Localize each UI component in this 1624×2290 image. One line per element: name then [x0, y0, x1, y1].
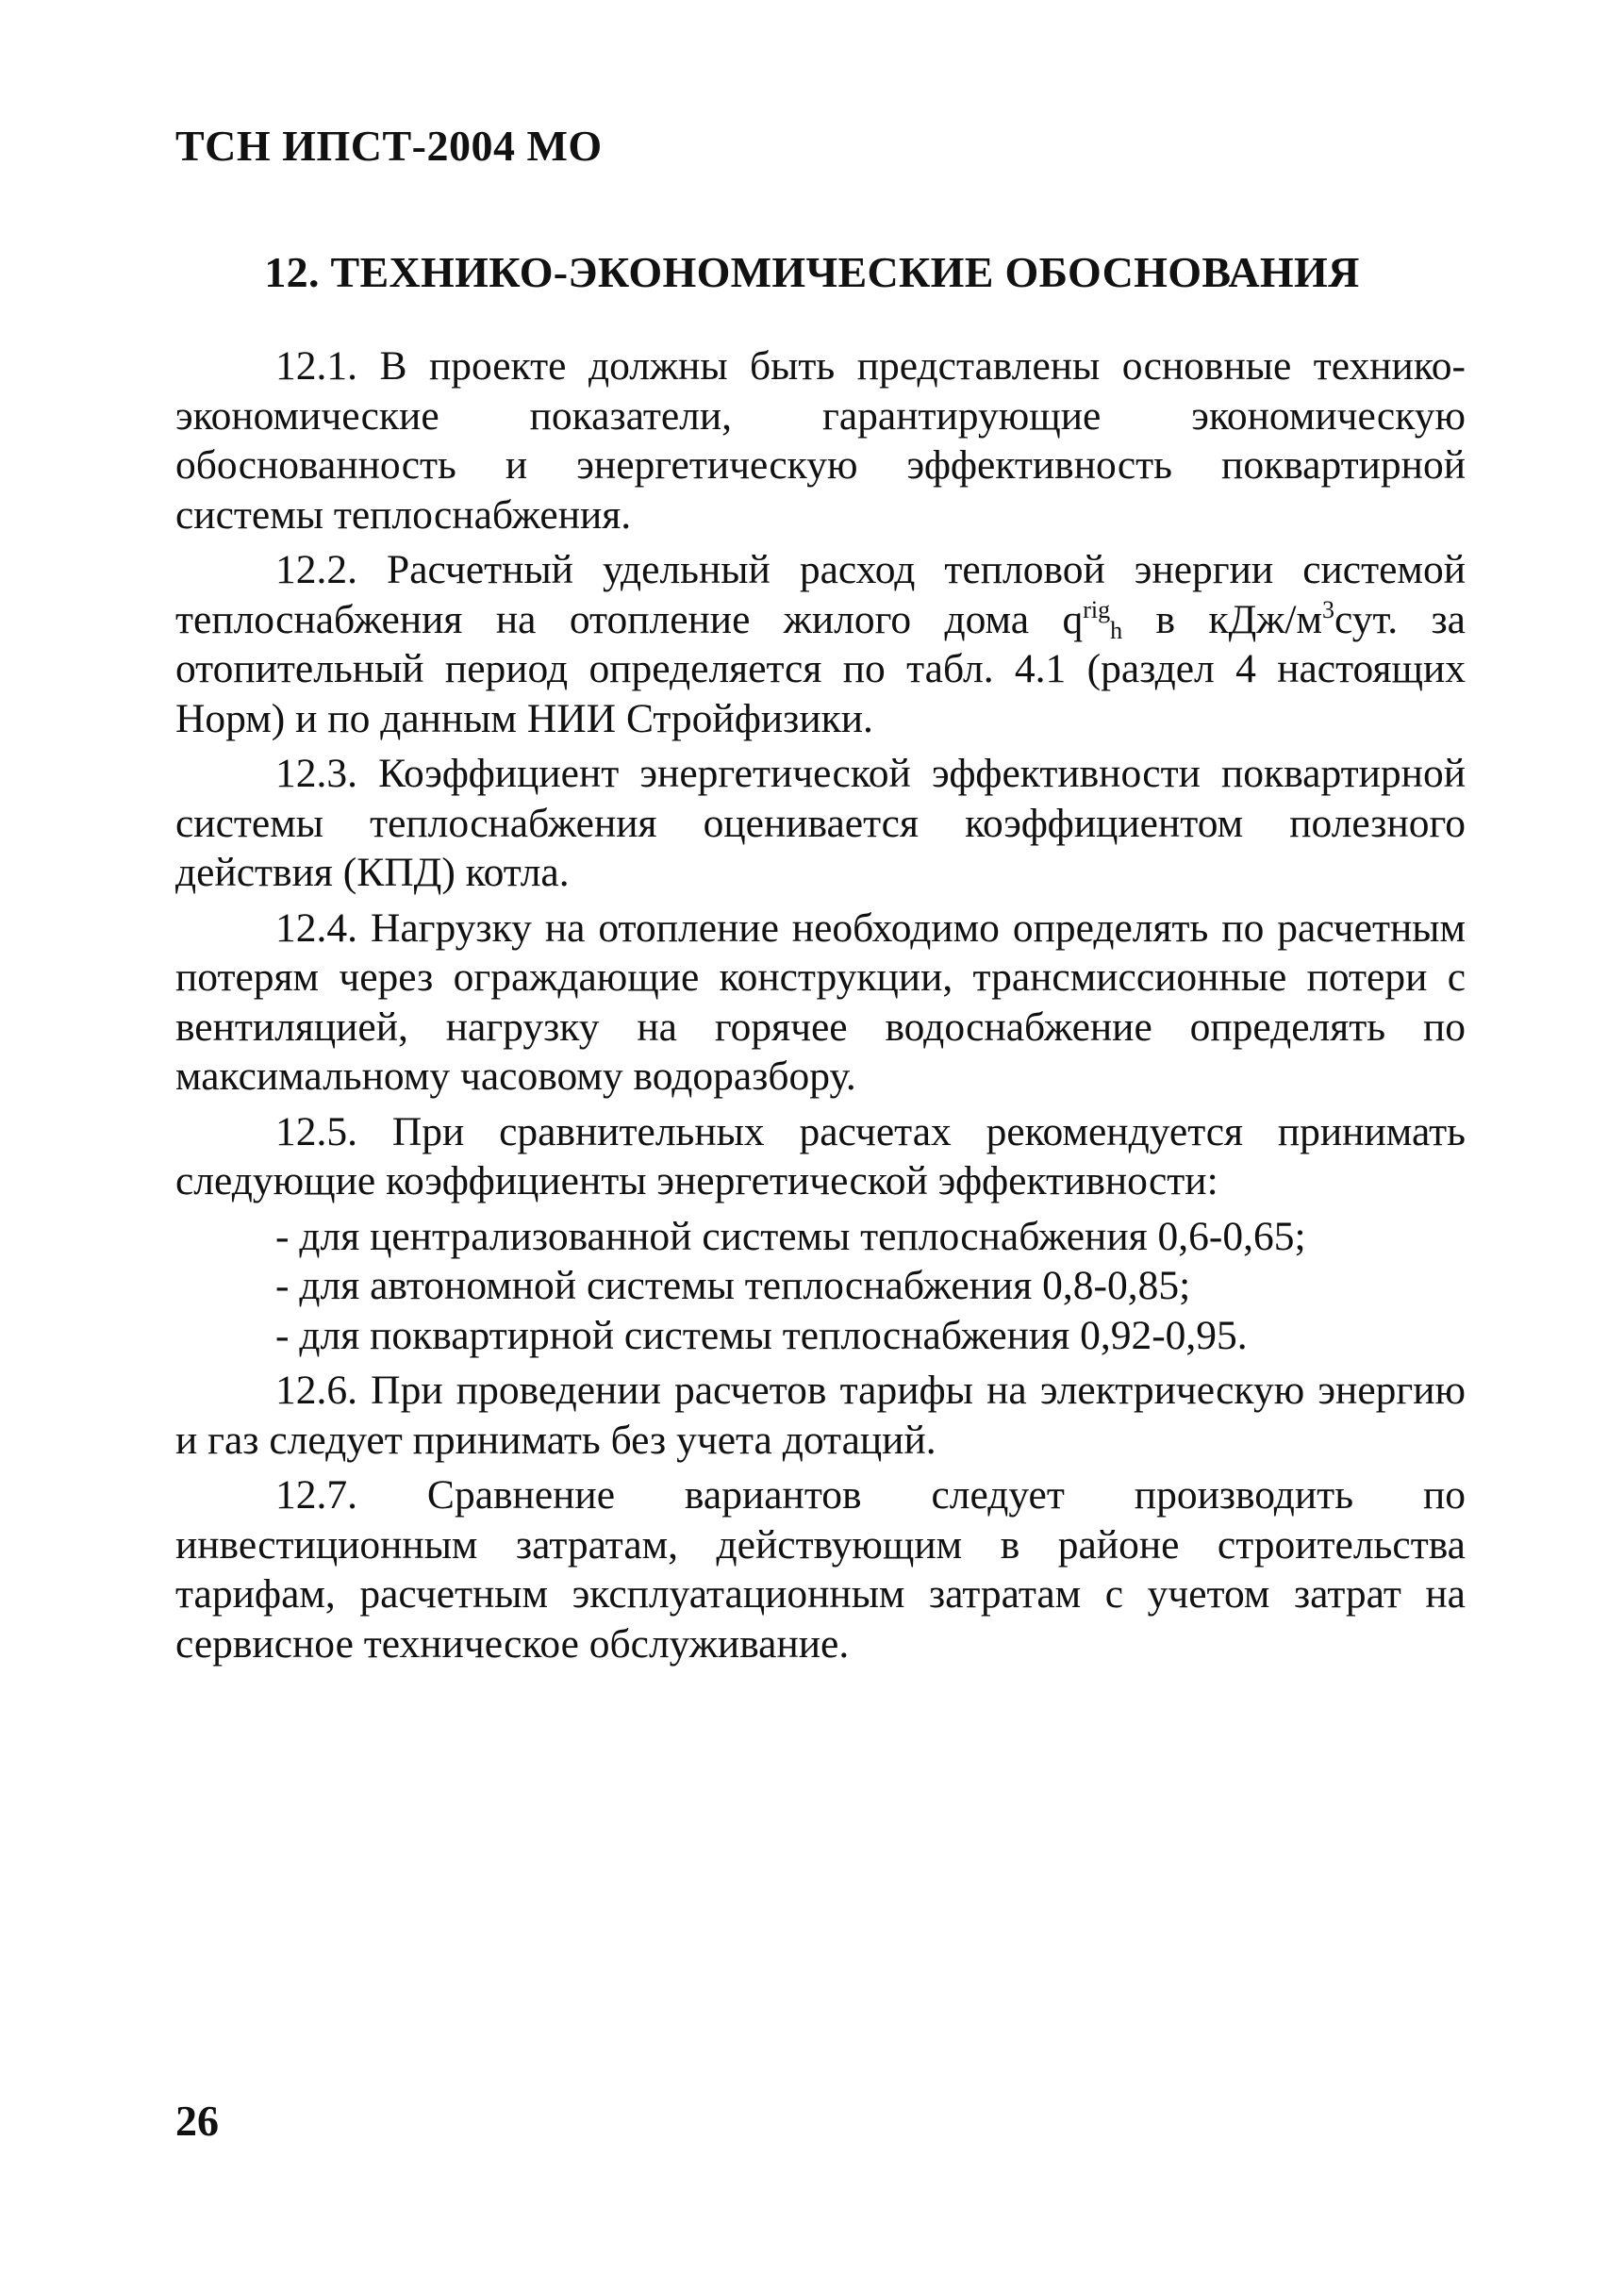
- superscript-rig: rig: [1083, 595, 1111, 623]
- list-item: - для централизованной системы теплоснабжения 0,6-0,65;: [275, 1213, 1306, 1259]
- subscript-h: h: [1110, 616, 1123, 644]
- page-number: 26: [175, 2097, 219, 2145]
- running-header-doc-code: ТСН ИПСТ-2004 МО: [175, 122, 603, 170]
- paragraph-12-4: 12.4. Нагрузку на отопление необходимо определять по расчетным потерям через ограждающие конструкции, трансмиссионные потери с вентиляцией, нагрузку на горячее водоснабжение определять по максимальному часовому водоразбору.: [175, 904, 1466, 1099]
- paragraph-12-6: 12.6. При проведении расчетов тарифы на электрическую энергию и газ следует принимать без учета дотаций.: [175, 1368, 1466, 1463]
- section-body: [175, 341, 1466, 1674]
- superscript-3: 3: [1321, 595, 1334, 623]
- paragraph-12-2-unit: в кДж/м: [1122, 596, 1322, 642]
- paragraph-12-3: 12.3. Коэффициент энергетической эффективности поквартирной системы теплоснабжения оценивается коэффициентом полезного действия (КПД) котла.: [175, 751, 1466, 895]
- efficiency-list: [175, 1212, 1466, 1361]
- paragraph-12-1: 12.1. В проекте должны быть представлены основные технико-экономические показатели, гарантирующие экономическую обоснованность и энергетическую эффективность поквартирной системы теплоснабжения.: [175, 343, 1466, 538]
- paragraph-12-2: [175, 545, 1466, 743]
- paragraph-12-5: 12.5. При сравнительных расчетах рекомендуется принимать следующие коэффициенты энергетической эффективности:: [175, 1108, 1466, 1203]
- section-title: 12. ТЕХНИКО-ЭКОНОМИЧЕСКИЕ ОБОСНОВАНИЯ: [264, 248, 1360, 296]
- paragraph-12-7: 12.7. Сравнение вариантов следует производить по инвестиционным затратам, действующим в районе строительства тарифам, расчетным эксплуатационным затратам с учетом затрат на сервисное техническое обслуживание.: [175, 1472, 1466, 1667]
- list-item: - для поквартирной системы теплоснабжения 0,92-0,95.: [275, 1312, 1248, 1358]
- list-item: - для автономной системы теплоснабжения 0,8-0,85;: [275, 1263, 1191, 1308]
- paragraph-12-2-text-start: 12.2. Расчетный удельный расход тепловой энергии системой теплоснабжения на отопление жилого дома q: [175, 547, 1466, 642]
- paragraph-12-2-text-end: сут. за отопительный период определяется по табл. 4.1 (раздел 4 настоящих Норм) и по данным НИИ Стройфизики.: [175, 596, 1466, 741]
